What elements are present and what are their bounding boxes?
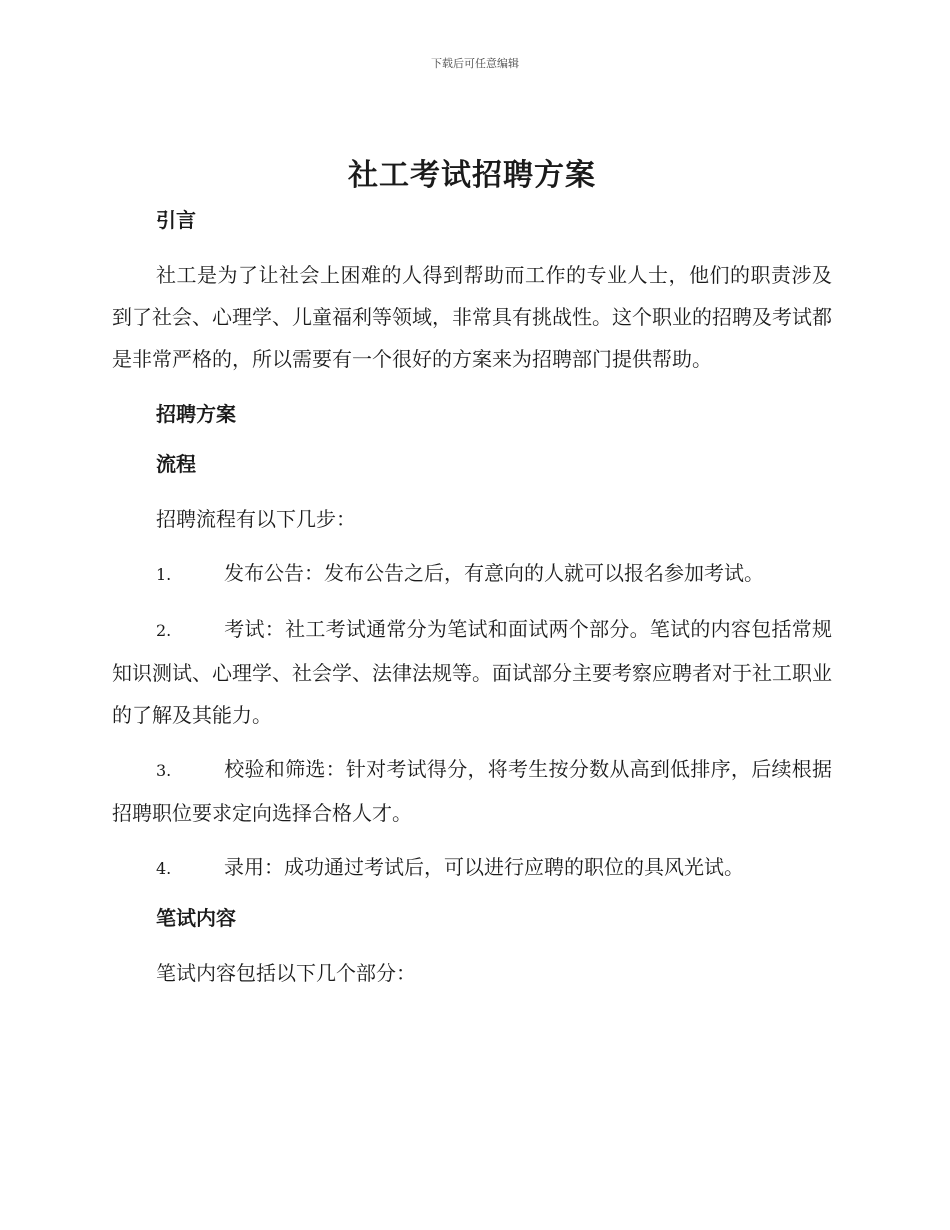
list-item-text: 录用：成功通过考试后，可以进行应聘的职位的具风光试。 [224, 855, 744, 879]
list-item-number: 2. [156, 621, 172, 640]
list-item [112, 552, 832, 596]
list-item-number: 3. [156, 761, 172, 780]
document-body [112, 150, 832, 994]
document-title: 社工考试招聘方案 [348, 158, 596, 193]
written-exam-intro: 笔试内容包括以下几个部分： [156, 961, 416, 985]
list-item-text: 考试：社工考试通常分为笔试和面试两个部分。笔试的内容包括常规知识测试、心理学、社会学、法律法规等。面试部分主要考察应聘者对于社工职业的了解及其能力。 [112, 617, 832, 727]
list-item [112, 748, 832, 834]
list-item-number: 1. [156, 565, 172, 584]
plan-heading: 招聘方案 [156, 402, 236, 426]
list-item-text: 校验和筛选：针对考试得分，将考生按分数从高到低排序，后续根据招聘职位要求定向选择合格人才。 [112, 757, 832, 825]
list-item-text: 发布公告：发布公告之后，有意向的人就可以报名参加考试。 [224, 561, 764, 585]
list-item [112, 846, 832, 890]
intro-paragraph: 社工是为了让社会上困难的人得到帮助而工作的专业人士，他们的职责涉及到了社会、心理学、儿童福利等领域，非常具有挑战性。这个职业的招聘及考试都是非常严格的，所以需要有一个很好的方案来为招聘部门提供帮助。 [112, 263, 832, 371]
process-intro: 招聘流程有以下几步： [156, 507, 356, 531]
page-header-note: 下载后可任意编辑 [431, 57, 519, 70]
written-exam-heading: 笔试内容 [156, 906, 236, 930]
list-item-number: 4. [156, 859, 172, 878]
list-item [112, 608, 832, 736]
intro-heading: 引言 [156, 208, 196, 232]
process-heading: 流程 [156, 452, 196, 476]
